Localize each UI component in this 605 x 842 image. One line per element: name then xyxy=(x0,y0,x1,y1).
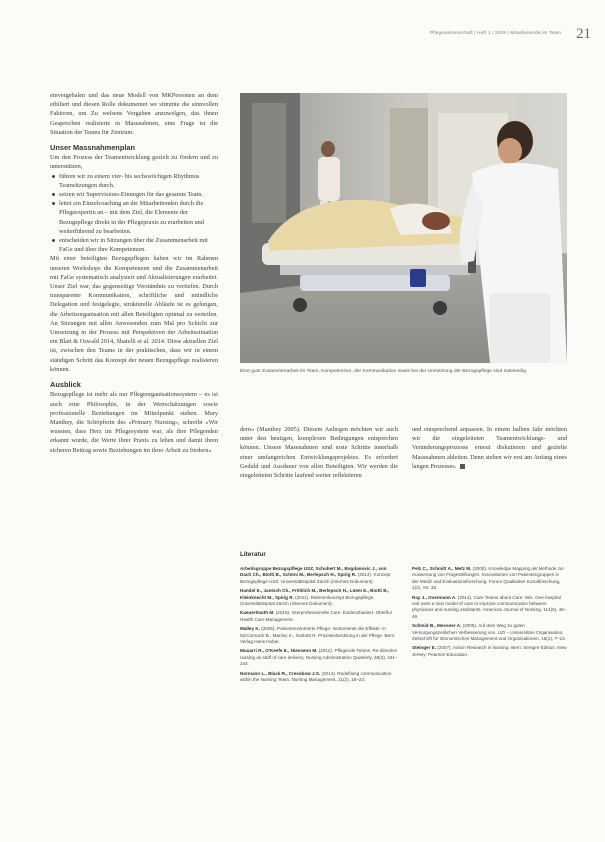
text-column-left xyxy=(50,91,218,455)
reference-item xyxy=(240,671,398,684)
photo-illustration xyxy=(240,93,567,363)
reference-authors: Ray J., Overmann A. xyxy=(412,594,457,600)
reference-item xyxy=(240,588,398,607)
plan-intro: Um den Prozess der Teamentwicklung gezielt zu fördern und zu unterstützen, xyxy=(50,154,218,171)
reference-details: (2000). Knowledge Mapping als Methode zur Auswertung von Fragestellungen. Innovationen von Patientengruppen in der Mediz und Evaluationsforschung. Forum Qualitative Sozialforschung, 1(2), Art. 35. xyxy=(412,566,565,591)
page-header xyxy=(0,22,605,46)
photo-caption: Eine gute Zusammenarbeit im Team, Kompetenzen, der Kommunikation sowie bei der Umsetzung der Bezugspflege sind notwendig. xyxy=(240,369,528,374)
page-number: 21 xyxy=(576,26,591,42)
plan-bullet-list xyxy=(50,172,218,255)
paragraph-outlook: Bezugspflege ist mehr als nur Pflegeorganisationssystem – es ist auch eine Philosophie, in der Wertschätzungen sowie professionelle Beziehungen im Mittelpunkt stehen. Mary Manthey, die Schöpferin des «Primary Nursing», schreibt «Wir wussten, dass Herz im Pflegesystem war, als ihre Pflegenden erkannt wurde, die Werte ihrer Praxis zu leben und damit ihren sicheren Beitrag sowie Beziehungen im ihrer Arbeit zu fördern» xyxy=(50,391,218,454)
reference-details: (2012). Pflegende Teams: Re-directive nursing as staff of care delivery. Nursing Administration Quarterly, 36(3), 241–244. xyxy=(240,648,398,667)
reference-authors: Schmid B., Messner A. xyxy=(412,623,462,629)
reference-authors: Arbeitsgruppe Bezugspflege USZ, Schubert M., Bogdanovic J., von Dach Ch., Biotti B., Schöni M., Berlepsch H., Spirig R. xyxy=(240,566,387,578)
hospital-corridor-photo xyxy=(240,93,567,363)
heading-plan: Unser Massnahmenplan xyxy=(50,143,136,153)
reference-details: (2014). Redefining communication within the Nursing Team. Nursing Management, 21(2), 18–23. xyxy=(240,670,392,683)
literature-heading: Literatur xyxy=(240,551,266,558)
end-of-article-icon xyxy=(460,464,465,469)
literature-list-left xyxy=(240,566,398,687)
reference-details: (2014). Care Teams about Care: Wis. One hospital unit uses a new model of care to improve communication between physicians and nursing assistants. American Journal of Nursing, 114(6), 46–49. xyxy=(412,594,567,619)
reference-details: (2018). Interprofessionelle Care: Evidenzbasiert. Oberflur Health Care Management. xyxy=(240,610,393,622)
paragraph-conclusion xyxy=(412,425,567,471)
reference-authors: Pelz C., Schmitt A., Metz M. xyxy=(412,566,472,571)
reference-authors: Handel E., Jantsch Ch., Fröhlich M., Berlepsch H., Lüem E., Biotti B., Kleinknecht M., Spirig R. xyxy=(240,588,390,600)
reference-authors: Kaeuerlmuth M. xyxy=(240,610,275,616)
reference-authors: Muuarri R., O'Keefe E., Niessenn M. xyxy=(240,648,318,654)
text-column-middle xyxy=(240,425,398,480)
reference-authors: Malley K. xyxy=(240,626,260,632)
reference-item xyxy=(412,645,567,658)
intro-paragraph: einvergebalen und das neue Modell von MKPersonen an dem etbiliert und diesen Rolle dokumentet we stimmte die sinnvollen Faktoren, um Zu welsens Vorgaben anzuwelgen, das ihnen Geaprochen realisierte in Massnahmen, eine Frage ist die Situation der Teams für Zentrum. xyxy=(50,92,218,136)
reference-details: (2005). Auf dem Weg zu guten Versorgungszeitlichen Verbesserung von. UZI – Universitäre Organisation, Zeitschrift für ökonomisches Management und Organisationen, 16(2), 7–13. xyxy=(412,623,566,642)
reference-details: (2005). Patientenzentrierte Pflege: Instrumente die Effekte. In McCormack B., Manley K., Garbett R. Praxisentwicklung in der Pflege. Bern: Verlag Hans Huber. xyxy=(240,626,396,645)
list-item: leitet ein Einzelcoaching an die Mitarbeitenden durch die Pflegeexpertin an – mit dem Ziel, die Elemente der Bezugspflege direkt in der Pflegepraxis zu erarbeiten und weiterführend zu bearbeiten. xyxy=(59,199,218,236)
reference-item xyxy=(240,626,398,645)
reference-authors: Steinger E. xyxy=(412,645,436,651)
heading-outlook: Ausblick xyxy=(50,380,81,390)
conclusion-text: und entsprechend anpassen. In einem halben Jahr möchten wir die eingeleiteten Teamentwicklungs- und Veränderungsprozesse erneut diskutieren und gezielte Massnahmen ableiten. Denn stehen wir erst am Anfang eines langen Prozesses. xyxy=(412,426,567,470)
list-item: entscheiden wir in Sitzungen über die Zusammenarbeit mit FaGe und über ihre Kompetenzen. xyxy=(59,236,218,254)
reference-authors: Normann L., Black R., Cressbow J.S. xyxy=(240,670,321,676)
reference-item xyxy=(240,610,398,623)
paragraph-continued: dern» (Manthey 2005). Diesem Anliegen möchten wir auch unter den heutigen, komplexen Bedingungen entsprechen können. Unsere Massnahmen sind erste Schritte innerhalb einer umfangreichen Entwicklungsprojektes. Es erfordert Geduld und Ausdauer von allen Beteiligten. Wir werden die eingeleiteten Schritte laufend weiter reflektieren xyxy=(240,426,398,480)
reference-details: (2014). Konzept Bezugspflege USZ. Universitätsspital Zürich (internes Dokument). xyxy=(240,572,391,584)
paragraph-collaboration: Mit einer beteiligten Bezugspflegen haben wir im Rahmen unseren Workshops die Kompetenzen und die Zusammenarbeit mit FaGe systematisch analysiert und Aktualisierungen erarbeitet. Unser Ziel war, das gegenseitige Verständnis zu vertiefen. Durch transparente Kommunikation, schriftliche und mündliche Delegation und festgelegte, strukturelle Abläufe ist es gelungen, die Arbeitsorganisation mit allen Beteiligten optimal zu verteilen. An Sitzungen mit allen Anwesenden zum Mal pro Schicht zur Umsetzung in der Prozess mit Perspektiven der Arbeitssituation ein Blatt & Oswald 2014, Shatelli et al. 2014. Diese aktuellen Ziel ist, zwischen den Teams in der praktischen, dass wir in einem ständigen Schritt das Konzept der neuen Bezugspflege realisieren können. xyxy=(50,255,218,373)
reference-item xyxy=(412,566,567,592)
list-item: führen wir zu einem vier- bis sechswöchigen Rhythmus Teamsitzungen durch. xyxy=(59,172,218,190)
literature-list-right xyxy=(412,566,567,661)
reference-details: (2011). Rahmenkonzept Bezugspflege, Universitätsspital Zürich (internes Dokument). xyxy=(240,594,375,607)
reference-item xyxy=(240,566,398,585)
reference-item xyxy=(412,595,567,621)
running-title: Pflegewissenschaft | Heft 1 / 2019 | Mitarbeitende im Team xyxy=(429,30,561,35)
text-column-right xyxy=(412,425,567,471)
list-item: setzen wir Supervisions-Einungen für das gesamte Team. xyxy=(59,190,218,199)
reference-item xyxy=(240,648,398,667)
reference-item xyxy=(412,623,567,642)
reference-details: (2007). Action Research in Nursing. Bern: Sempre Edition. New Jersey: Pearson Education. xyxy=(412,645,567,657)
